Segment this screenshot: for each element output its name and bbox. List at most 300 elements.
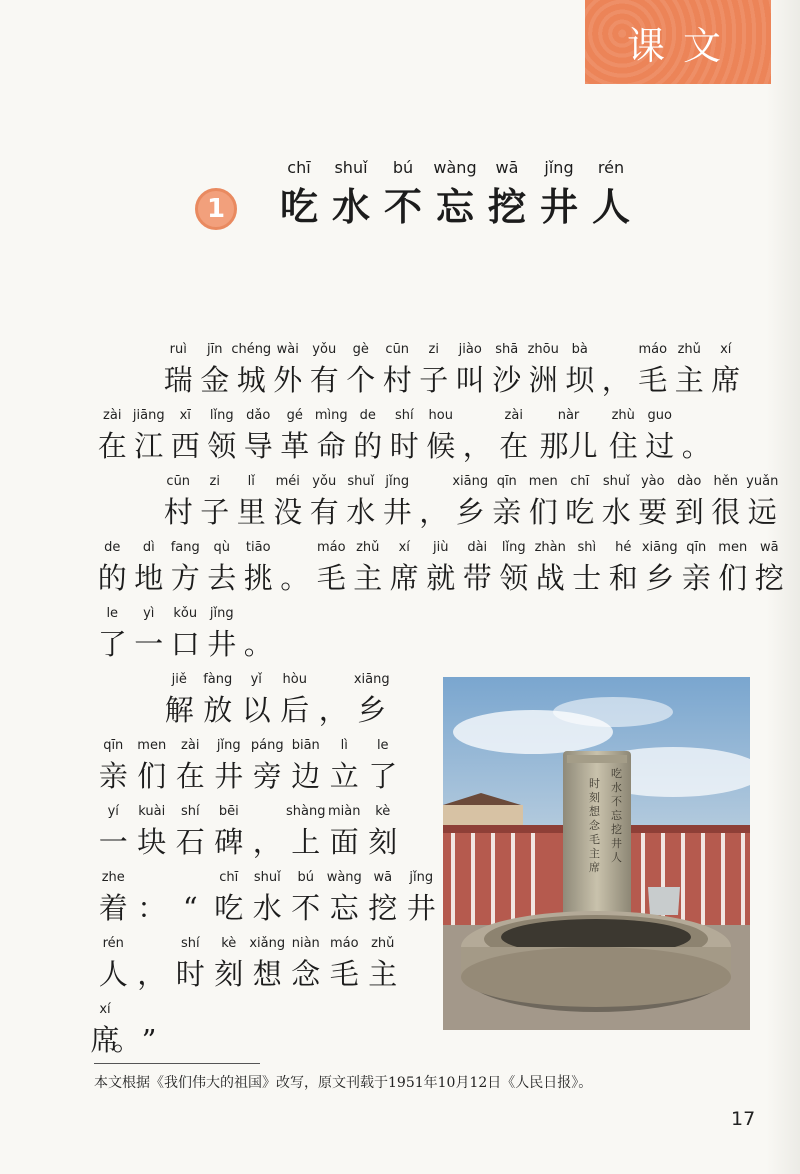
hanzi: 地 (134, 561, 164, 595)
hanzi-cell (598, 472, 635, 532)
hanzi-cell (489, 340, 526, 400)
pinyin: yuǎn (746, 474, 779, 489)
hanzi: 里 (236, 495, 266, 529)
hanzi-cell (562, 340, 599, 400)
hanzi: 有 (309, 495, 339, 529)
hanzi-cell (160, 670, 199, 730)
hanzi-cell (171, 934, 210, 994)
hanzi-cell (237, 670, 276, 730)
hanzi-cell (459, 406, 496, 466)
pinyin: shí (394, 408, 414, 423)
hanzi-cell (496, 406, 533, 466)
hanzi-cell (525, 472, 562, 532)
pinyin: le (106, 606, 119, 621)
pinyin: kè (375, 804, 391, 819)
svg-text:挖: 挖 (611, 823, 622, 836)
hanzi-cell (325, 934, 364, 994)
hanzi-cell (306, 340, 343, 400)
hanzi: 上 (291, 825, 321, 859)
pinyin: xiāng (452, 474, 489, 489)
hanzi: 战 (535, 561, 565, 595)
svg-text:想: 想 (589, 805, 600, 818)
hanzi-cell (131, 604, 168, 664)
pinyin: gè (352, 342, 369, 357)
hanzi-cell (364, 934, 403, 994)
hanzi-cell (605, 538, 642, 598)
hanzi-cell (131, 406, 168, 466)
hanzi: 亲 (492, 495, 522, 529)
hanzi-cell (715, 538, 752, 598)
hanzi-cell (452, 340, 489, 400)
hanzi: 井 (214, 759, 244, 793)
pinyin: fàng (203, 672, 233, 687)
hanzi-cell (496, 538, 533, 598)
pinyin: jǐng (209, 606, 234, 621)
title-char (325, 158, 377, 232)
footnote-rule (94, 1063, 260, 1064)
hanzi: 以 (241, 693, 271, 727)
hanzi-cell (671, 340, 708, 400)
svg-text:井: 井 (611, 837, 622, 850)
pinyin: zhǔ (677, 342, 701, 357)
pinyin: wài (276, 342, 299, 357)
hanzi-cell (204, 538, 241, 598)
text-line (160, 340, 744, 400)
pinyin: le (376, 738, 389, 753)
pinyin: gé (286, 408, 303, 423)
section-tab (585, 0, 771, 84)
hanzi: 刻 (214, 957, 244, 991)
hanzi-cell (210, 736, 249, 796)
hanzi-cell (160, 340, 197, 400)
hanzi: 吃 (214, 891, 244, 925)
title-hanzi: 吃 (279, 184, 318, 229)
title-hanzi: 不 (383, 184, 422, 229)
pinyin: lǐng (501, 540, 526, 555)
hanzi-cell (598, 340, 635, 400)
hanzi: 碑 (214, 825, 244, 859)
pinyin: rén (102, 936, 124, 951)
hanzi-cell (562, 472, 599, 532)
hanzi: 带 (462, 561, 492, 595)
hanzi-cell (459, 538, 496, 598)
pinyin: niàn (291, 936, 320, 951)
hanzi-cell (277, 538, 314, 598)
pinyin: xí (99, 1002, 111, 1017)
hanzi: 坝 (565, 363, 595, 397)
hanzi: 瑞 (163, 363, 193, 397)
hanzi: 远 (747, 495, 777, 529)
hanzi: 外 (273, 363, 303, 397)
hanzi: 住 (608, 429, 638, 463)
hanzi: 有 (309, 363, 339, 397)
pinyin: lì (340, 738, 348, 753)
hanzi-cell (167, 538, 204, 598)
pinyin: dào (677, 474, 702, 489)
section-label: 课文 (626, 23, 739, 68)
hanzi: 主 (674, 363, 704, 397)
title-pinyin: shuǐ (334, 158, 368, 177)
svg-text:念: 念 (589, 819, 600, 832)
hanzi-cell (167, 604, 204, 664)
svg-text:毛: 毛 (589, 833, 600, 846)
pinyin: zài (181, 738, 200, 753)
hanzi: 子 (419, 363, 449, 397)
hanzi: 一 (134, 627, 164, 661)
hanzi: ， (318, 693, 348, 727)
hanzi: ， (419, 495, 449, 529)
hanzi: 们 (718, 561, 748, 595)
pinyin: jiù (433, 540, 449, 555)
pinyin: wàng (326, 870, 362, 885)
hanzi-cell (94, 736, 133, 796)
hanzi: 想 (252, 957, 282, 991)
hanzi-cell (131, 538, 168, 598)
pinyin: dì (142, 540, 155, 555)
hanzi: 们 (528, 495, 558, 529)
pinyin: yǒu (312, 342, 337, 357)
hanzi-cell (751, 538, 788, 598)
hanzi: 个 (346, 363, 376, 397)
pinyin: xiǎng (249, 936, 286, 951)
title-hanzi: 井 (539, 184, 578, 229)
hanzi: 井 (382, 495, 412, 529)
pinyin: yào (640, 474, 665, 489)
text-line (160, 670, 391, 730)
pinyin: shàng (286, 804, 326, 819)
hanzi: 乡 (455, 495, 485, 529)
hanzi-cell (94, 604, 131, 664)
hanzi-cell (379, 472, 416, 532)
hanzi-cell (708, 472, 745, 532)
hanzi-cell (313, 538, 350, 598)
pinyin: wā (373, 870, 393, 885)
pinyin: zài (103, 408, 122, 423)
pinyin: tiāo (245, 540, 271, 555)
title-pinyin: wàng (433, 158, 477, 177)
svg-text:刻: 刻 (589, 791, 600, 804)
hanzi-cell (248, 736, 287, 796)
pinyin: kǒu (173, 606, 198, 621)
pinyin: yì (143, 606, 155, 621)
hanzi: ” (141, 1023, 157, 1057)
hanzi: 到 (674, 495, 704, 529)
hanzi-cell (199, 670, 238, 730)
hanzi: 石 (175, 825, 205, 859)
hanzi-cell (379, 340, 416, 400)
pinyin: zhe (101, 870, 125, 885)
hanzi: 村 (163, 495, 193, 529)
pinyin: xí (720, 342, 732, 357)
hanzi-cell (708, 340, 745, 400)
hanzi-cell (386, 406, 423, 466)
well-photo-image (443, 677, 750, 1030)
pinyin: mìng (314, 408, 348, 423)
hanzi: 导 (243, 429, 273, 463)
title-text (273, 158, 637, 232)
hanzi: 没 (273, 495, 303, 529)
hanzi: 。 (681, 429, 711, 463)
pinyin: qīn (686, 540, 707, 555)
text-line (94, 736, 402, 796)
pinyin: xī (179, 408, 191, 423)
hanzi: 人 (98, 957, 128, 991)
pinyin: nàr (557, 408, 580, 423)
pinyin: kuài (138, 804, 166, 819)
pinyin: shí (180, 804, 200, 819)
hanzi: 亲 (681, 561, 711, 595)
hanzi-cell (276, 670, 315, 730)
hanzi: 立 (329, 759, 359, 793)
well-stele-photo (443, 677, 750, 1030)
hanzi-cell (423, 406, 460, 466)
hanzi: 亲 (98, 759, 128, 793)
hanzi: 毛 (329, 957, 359, 991)
title-pinyin: rén (597, 158, 625, 177)
hanzi: 命 (316, 429, 346, 463)
hanzi: 方 (170, 561, 200, 595)
pinyin: jīn (207, 342, 223, 357)
text-line (160, 472, 781, 532)
hanzi: 时 (389, 429, 419, 463)
hanzi-cell (210, 934, 249, 994)
hanzi: 很 (711, 495, 741, 529)
svg-text:忘: 忘 (611, 809, 622, 822)
hanzi: 那儿 (539, 429, 598, 463)
hanzi: 洲 (528, 363, 558, 397)
hanzi-cell (525, 340, 562, 400)
pinyin: hou (428, 408, 453, 423)
text-line (94, 934, 402, 994)
pinyin: xí (398, 540, 410, 555)
text-line (94, 802, 402, 862)
text-line (94, 868, 441, 928)
hanzi: 放 (203, 693, 233, 727)
pinyin: shì (577, 540, 597, 555)
pinyin: jiāng (132, 408, 165, 423)
hanzi-cell (204, 604, 241, 664)
hanzi-cell (671, 472, 708, 532)
hanzi-cell (386, 538, 423, 598)
hanzi: 去 (207, 561, 237, 595)
hanzi-cell (210, 868, 249, 928)
title-char (481, 158, 533, 232)
hanzi-cell (325, 736, 364, 796)
hanzi-cell (204, 406, 241, 466)
hanzi-cell (210, 802, 249, 862)
pinyin: de (104, 540, 121, 555)
hanzi-cell (160, 472, 197, 532)
svg-text:不: 不 (611, 795, 622, 808)
hanzi-cell (635, 340, 672, 400)
svg-text:水: 水 (611, 781, 622, 794)
hanzi: 叫 (455, 363, 485, 397)
hanzi-cell (642, 538, 679, 598)
hanzi-cell (197, 472, 234, 532)
pinyin: jǐng (385, 474, 410, 489)
title-char (429, 158, 481, 232)
lesson-title (195, 158, 645, 233)
hanzi-cell (240, 538, 277, 598)
hanzi: ， (462, 429, 492, 463)
pinyin: máo (316, 540, 346, 555)
hanzi-cell (240, 406, 277, 466)
hanzi: ， (252, 825, 282, 859)
hanzi-cell (248, 934, 287, 994)
hanzi: 的 (353, 429, 383, 463)
pinyin: miàn (328, 804, 361, 819)
hanzi-cell (678, 406, 715, 466)
hanzi: 挑 (243, 561, 273, 595)
pinyin: jǐng (409, 870, 434, 885)
hanzi-cell (248, 868, 287, 928)
hanzi: 时 (175, 957, 205, 991)
hanzi: 挖 (754, 561, 784, 595)
hanzi: 旁 (252, 759, 282, 793)
pinyin: bà (571, 342, 588, 357)
pinyin: men (718, 540, 748, 555)
hanzi: 解 (164, 693, 194, 727)
hanzi-cell (605, 406, 642, 466)
pinyin: wā (759, 540, 779, 555)
hanzi-cell (233, 472, 270, 532)
title-char (585, 158, 637, 232)
hanzi-cell (197, 340, 234, 400)
hanzi: 水 (601, 495, 631, 529)
hanzi: 士 (572, 561, 602, 595)
hanzi-cell (343, 472, 380, 532)
hanzi-cell (569, 538, 606, 598)
hanzi-cell (314, 670, 353, 730)
hanzi-cell (416, 340, 453, 400)
text-line (94, 406, 715, 466)
lesson-number-badge (195, 188, 237, 230)
hanzi-cell (277, 406, 314, 466)
pinyin: shuǐ (347, 474, 375, 489)
hanzi: 刻 (368, 825, 398, 859)
hanzi-cell (94, 802, 133, 862)
page-number: 17 (731, 1108, 756, 1130)
pinyin: zài (504, 408, 523, 423)
hanzi-cell (364, 736, 403, 796)
hanzi-cell (325, 868, 364, 928)
pinyin: máo (329, 936, 359, 951)
pinyin: zhǔ (356, 540, 380, 555)
hanzi: ， (601, 363, 631, 397)
hanzi-cell (325, 802, 364, 862)
hanzi: 主 (353, 561, 383, 595)
hanzi: 念 (291, 957, 321, 991)
hanzi-cell (287, 868, 326, 928)
text-line (90, 1000, 160, 1060)
pinyin: biān (291, 738, 320, 753)
hanzi: 在 (175, 759, 205, 793)
hanzi: 子 (200, 495, 230, 529)
hanzi: 就 (426, 561, 456, 595)
hanzi-cell (133, 736, 172, 796)
hanzi-cell (171, 868, 210, 928)
hanzi: 块 (137, 825, 167, 859)
hanzi-cell (138, 1000, 160, 1060)
pinyin: páng (250, 738, 284, 753)
hanzi-cell (171, 802, 210, 862)
pinyin: zi (209, 474, 220, 489)
hanzi-cell (350, 406, 387, 466)
hanzi: 过 (645, 429, 675, 463)
pinyin: bú (297, 870, 314, 885)
pinyin: shuǐ (253, 870, 281, 885)
hanzi-cell (306, 472, 343, 532)
hanzi: 要 (638, 495, 668, 529)
hanzi-cell (94, 934, 133, 994)
hanzi: 着 (98, 891, 128, 925)
svg-text:时: 时 (589, 777, 600, 790)
hanzi: 沙 (492, 363, 522, 397)
hanzi: “ (182, 891, 198, 925)
hanzi: 挖 (368, 891, 398, 925)
hanzi: 在 (499, 429, 529, 463)
pinyin: chī (570, 474, 590, 489)
hanzi: 一 (98, 825, 128, 859)
hanzi: ： (137, 891, 167, 925)
hanzi-cell (287, 802, 326, 862)
hanzi: 。 (243, 627, 273, 661)
hanzi: 乡 (357, 693, 387, 727)
pinyin: yǐ (250, 672, 262, 687)
pinyin: zhǔ (371, 936, 395, 951)
title-char (273, 158, 325, 232)
pinyin: xiāng (641, 540, 678, 555)
hanzi: 席 (90, 1023, 120, 1057)
pinyin: shuǐ (602, 474, 630, 489)
text-line (94, 538, 788, 598)
hanzi: 了 (97, 627, 127, 661)
pinyin: méi (275, 474, 300, 489)
hanzi: ， (137, 957, 167, 991)
pinyin: hěn (713, 474, 738, 489)
hanzi-cell (532, 538, 569, 598)
hanzi: 在 (97, 429, 127, 463)
hanzi: 西 (170, 429, 200, 463)
title-pinyin: bú (392, 158, 414, 177)
pinyin: fang (170, 540, 200, 555)
hanzi-cell (270, 472, 307, 532)
hanzi-cell (112, 1000, 142, 1060)
hanzi: 边 (291, 759, 321, 793)
svg-text:人: 人 (611, 851, 622, 864)
pinyin: shā (495, 342, 519, 357)
hanzi-cell (248, 802, 287, 862)
pinyin: jǐng (216, 738, 241, 753)
pinyin: zi (428, 342, 439, 357)
hanzi-cell (94, 538, 131, 598)
hanzi: 村 (382, 363, 412, 397)
pinyin: hé (615, 540, 632, 555)
hanzi: 水 (346, 495, 376, 529)
hanzi-cell (678, 538, 715, 598)
hanzi: 领 (499, 561, 529, 595)
hanzi: 。 (112, 1023, 142, 1057)
pinyin: qīn (496, 474, 517, 489)
pinyin: qīn (103, 738, 124, 753)
hanzi-cell (353, 670, 392, 730)
hanzi: 。 (280, 561, 310, 595)
title-hanzi: 挖 (487, 184, 526, 229)
lesson-number: 1 (206, 194, 226, 224)
pinyin: yǒu (312, 474, 337, 489)
hanzi-cell (94, 868, 133, 928)
hanzi: 金 (200, 363, 230, 397)
